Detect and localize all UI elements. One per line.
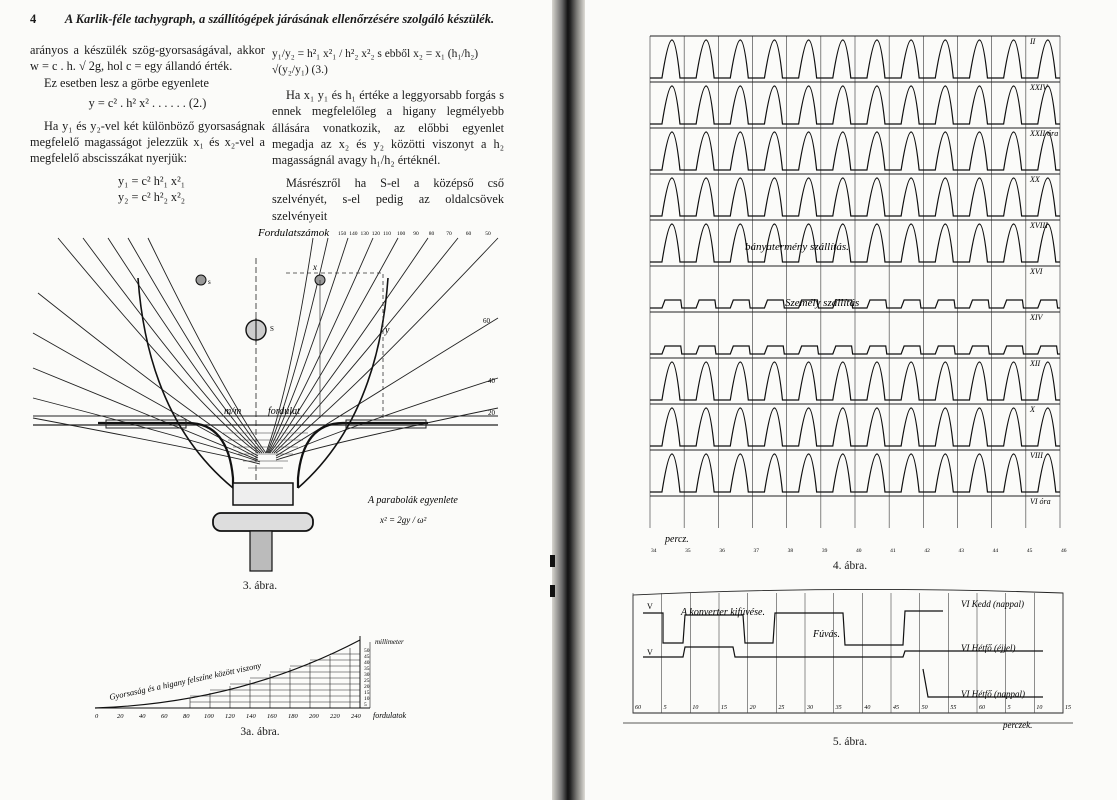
right-text-column	[272, 42, 504, 224]
figure-3-apparatus-diagram	[28, 218, 508, 578]
x-tick: 60	[161, 713, 168, 720]
side-tube-left	[138, 278, 233, 488]
y-tick: 35	[364, 666, 370, 672]
x-axis-label: fordulatok	[373, 711, 407, 720]
rpm-tick-label: 140	[349, 231, 358, 237]
x-tick-label: 50	[921, 705, 928, 711]
diagonal-label: Gyorsaság és a higany felszíne között viszony	[108, 659, 262, 702]
x-tick-label: 34	[651, 548, 657, 554]
side-number: 60	[483, 317, 490, 325]
rpm-tick-labels	[338, 231, 491, 237]
rpm-tick-label: 80	[428, 231, 435, 237]
label-fordulat: fordulat	[268, 406, 300, 417]
row-label-hetfo-nappal: VI Hétfő (nappal)	[961, 689, 1025, 699]
parabola-curves-right	[266, 238, 498, 460]
rpm-tick-label: 130	[360, 231, 369, 237]
tube-wall-right	[298, 423, 428, 488]
figure-5-chart	[623, 585, 1083, 735]
rpm-tick-label: 50	[485, 231, 491, 237]
running-title: A Karlik-féle tachygraph, a szállítógépek járásának ellenőrzésére szolgáló készülék.	[64, 12, 495, 26]
label-fuvas: Fúvás.	[813, 629, 840, 640]
y-tick: 25	[364, 678, 370, 684]
paragraph: Ha y₁ és y₂-vel két különböző gyorsaságnak megfelelő magasságot jelezzük x₁ és x₂-vel a megfelelő abscisszákat nyerjük:	[30, 118, 265, 166]
formula: x² = 2gy / ω²	[380, 515, 427, 525]
x-tick-label: 25	[778, 705, 785, 711]
x-tick: 120	[225, 713, 235, 720]
label-x: x	[313, 262, 317, 272]
rpm-tick-label: 70	[446, 231, 452, 237]
pulley	[213, 513, 313, 531]
left-mark: V	[647, 648, 653, 657]
left-page	[0, 0, 552, 800]
y-tick: 5	[364, 702, 367, 708]
x-tick: 40	[139, 713, 146, 720]
label-fordulatszamok: Fordulatszámok	[258, 227, 330, 239]
paragraph: Másrészről ha S-el a középső cső szelvényét, s-el pedig az oldalcsövek szelvényeit	[272, 175, 504, 223]
x-ticks	[651, 548, 1067, 554]
y-tick: 10	[364, 696, 370, 702]
side-number: 40	[488, 377, 495, 385]
x-tick: 100	[204, 713, 214, 720]
x-tick-label: 40	[864, 705, 871, 711]
x-tick-label: 10	[692, 705, 699, 711]
y-tick: 15	[364, 690, 370, 696]
label-S: S	[270, 325, 274, 333]
right-page	[585, 0, 1117, 800]
x-tick-label: 15	[721, 705, 727, 711]
row-label: II	[1030, 37, 1036, 46]
rpm-tick-label: 150	[338, 231, 347, 237]
y-tick: 30	[364, 672, 370, 678]
x-tick: 80	[183, 713, 190, 720]
x-tick-label: 60	[979, 705, 985, 711]
x-tick: 220	[330, 713, 340, 720]
rpm-tick-label: 100	[397, 231, 406, 237]
figure-5-caption: 5. ábra.	[832, 736, 868, 748]
label-millimeter: millimeter	[375, 638, 404, 646]
page-number: 4	[30, 12, 37, 26]
x-tick-label: 45	[893, 705, 899, 711]
y-tick: 40	[364, 660, 370, 666]
x-tick-label: 36	[719, 548, 725, 554]
x-tick-label: 5	[1007, 705, 1011, 711]
rpm-tick-label: 120	[371, 231, 380, 237]
row-label-hetfo-ejjel: VI Hétfő (éjjel)	[961, 643, 1016, 653]
x-tick-label: 5	[663, 705, 667, 711]
rpm-tick-label: 110	[383, 231, 392, 237]
x-tick-label: 44	[992, 548, 999, 554]
figure-4-caption: 4. ábra.	[832, 560, 868, 572]
gutter-mark	[550, 555, 555, 567]
left-text-column	[30, 42, 265, 206]
label-s: s	[208, 278, 211, 286]
x-tick-label: 46	[1061, 548, 1067, 554]
x-tick: 140	[246, 713, 256, 720]
y-tick: 50	[364, 648, 370, 654]
x-tick-label: 35	[685, 548, 691, 554]
x-tick-label: 35	[835, 705, 842, 711]
label-mm: m/m	[224, 406, 242, 417]
row-label: VI óra	[1030, 497, 1051, 506]
x-tick-label: 40	[856, 548, 862, 554]
x-tick: 240	[351, 713, 361, 720]
y-tick-labels	[364, 648, 370, 708]
x-tick-label: 60	[635, 705, 641, 711]
x-tick-label: 39	[821, 548, 828, 554]
dimension-lines	[286, 273, 383, 418]
x-tick: 180	[288, 713, 298, 720]
row-label: XII	[1030, 359, 1041, 368]
x-axis-label: perczek.	[1003, 720, 1033, 730]
book-gutter	[552, 0, 585, 800]
annotation-banyatermeny: bányatermény szállítás.	[745, 241, 849, 253]
x-tick-label: 45	[1026, 548, 1033, 554]
rpm-tick-label: 60	[465, 231, 472, 237]
row-label: XIV	[1030, 313, 1043, 322]
x-tick-label: 30	[807, 705, 813, 711]
tube-wall-left	[98, 423, 233, 488]
shaft	[250, 531, 272, 571]
equation-y2: y₂ = c² h²₂ x²₂	[118, 190, 186, 205]
row-label: XXII óra	[1030, 129, 1059, 138]
equation-3: y₁/y₂ = h²₁ x²₁ / h²₂ x²₂ s ebből x₂ = x₁ (h₁/h₂) √(y₂/y₁) (3.)	[272, 48, 479, 77]
x-tick-label: 38	[787, 548, 794, 554]
x-axis-label: percz.	[665, 534, 689, 545]
side-number: 20	[488, 409, 495, 417]
x-tick-label: 55	[950, 705, 957, 711]
grid	[650, 36, 1060, 528]
figure-3a-caption: 3a. ábra.	[240, 726, 280, 738]
side-tube-right	[298, 278, 388, 488]
x-tick-label: 43	[958, 548, 964, 554]
section-circle-s-left	[196, 275, 206, 285]
row-label: VIII	[1030, 451, 1043, 460]
figure-3-caption: 3. ábra.	[242, 580, 278, 592]
paragraph: Ha x₁ y₁ és h₁ értéke a leggyorsabb forgás s ennek megfelelőleg a higany legmélyebb állására vonatkozik, az előbbi egyenlet megadja az x₂ és y₂ közötti viszonyt a h₂ magasságnál avagy h₁/h₂ értéknél.	[272, 87, 504, 168]
row-label: X	[1030, 405, 1035, 414]
label-konverter: A konverter kifúvése.	[681, 607, 765, 618]
x-tick-label: 42	[924, 548, 930, 554]
x-tick: 160	[267, 713, 277, 720]
rpm-tick-label: 90	[413, 231, 419, 237]
paragraph: Ez esetben lesz a görbe egyenlete	[44, 75, 209, 90]
y-tick: 45	[364, 654, 370, 660]
x-tick-label: 10	[1036, 705, 1043, 711]
x-tick-label: 41	[890, 548, 896, 554]
equation-2: y = c² . h² x² . . . . . . (2.)	[88, 96, 207, 111]
figure-4-tachograph-chart	[645, 28, 1085, 558]
row-label: XVI	[1030, 267, 1043, 276]
annotation-szemely: Személy szállítás	[785, 297, 860, 309]
label-y: y	[385, 325, 390, 336]
hub	[233, 483, 293, 505]
gutter-mark	[550, 585, 555, 597]
x-tick: 0	[95, 713, 99, 720]
row-label: XX	[1030, 175, 1040, 184]
row-label: XVIII	[1030, 221, 1048, 230]
traces	[643, 611, 1043, 697]
x-tick: 200	[309, 713, 319, 720]
paragraph: arányos a készülék szög-gyorsaságával, akkor w = c . h. √ 2g, hol c = egy állandó érték.	[30, 43, 265, 74]
y-tick: 20	[364, 684, 370, 690]
page-header	[30, 12, 510, 27]
x-tick-labels	[95, 713, 362, 720]
x-tick-label: 15	[1065, 705, 1071, 711]
equation-y1: y₁ = c² h²₁ x²₁	[118, 173, 186, 188]
figure-3a-chart	[90, 628, 440, 723]
x-tick: 20	[117, 713, 124, 720]
row-label: XXIV	[1030, 83, 1048, 92]
x-tick-label: 37	[753, 548, 759, 554]
row-label-kedd: VI Kedd (nappal)	[961, 599, 1024, 609]
left-mark: V	[647, 602, 653, 611]
x-tick-label: 20	[749, 705, 756, 711]
formula-title: A parabolák egyenlete	[368, 495, 458, 506]
